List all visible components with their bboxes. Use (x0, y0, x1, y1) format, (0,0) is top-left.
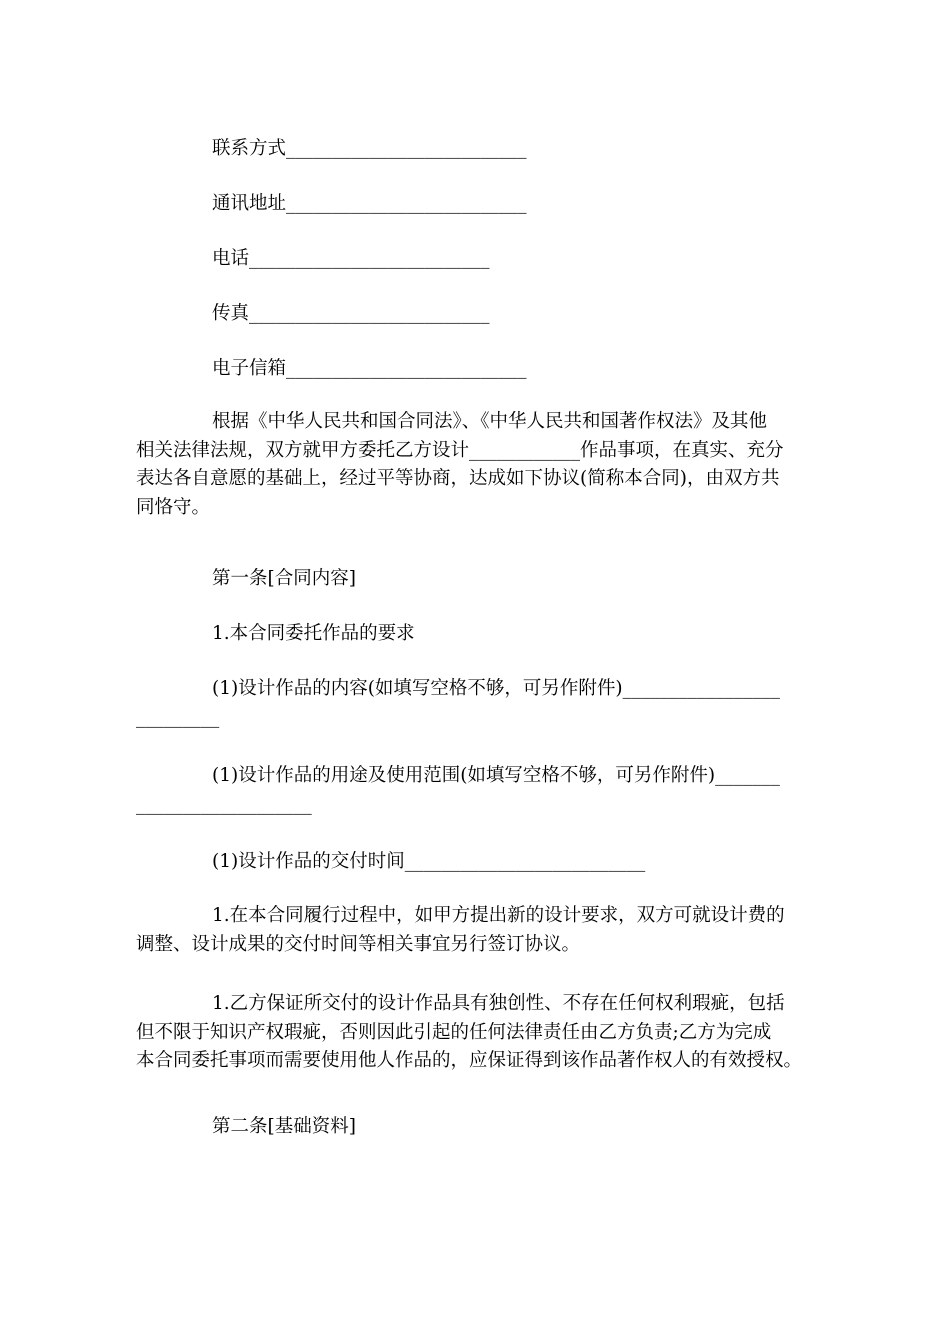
article1-heading: 第一条[合同内容] (212, 568, 356, 589)
field-label: 电话 (212, 248, 250, 269)
field-label: 联系方式 (212, 138, 287, 159)
paragraph-line: 调整、设计成果的交付时间等相关事宜另行签订协议。 (136, 933, 581, 955)
req-usage (136, 762, 816, 819)
field-label: 电子信箱 (212, 358, 287, 379)
field-blank: __________________________ (286, 358, 527, 379)
article1-item1: 1.本合同委托作品的要求 (212, 623, 415, 644)
paragraph-line: 1.乙方保证所交付的设计作品具有独创性、不存在任何权利瑕疵，包括 (212, 993, 785, 1014)
field-contact (212, 136, 527, 162)
paragraph-line: 1.在本合同履行过程中，如甲方提出新的设计要求，双方可就设计费的 (212, 905, 785, 926)
paragraph-line: 本合同委托事项而需要使用他人作品的，应保证得到该作品著作权人的有效授权。 (136, 1050, 803, 1071)
paragraph-line: _________ (136, 706, 220, 728)
paragraph-line: 相关法律法规，双方就甲方委托乙方设计____________作品事项，在真实、充分 (136, 439, 784, 461)
preamble-paragraph (136, 408, 816, 522)
field-blank: __________________________ (249, 303, 490, 324)
article2-heading: 第二条[基础资料] (212, 1116, 356, 1137)
field-email (212, 356, 527, 382)
paragraph-line: (1)设计作品的内容(如填写空格不够，可另作附件)_________________ (212, 678, 780, 699)
req-content (136, 675, 816, 732)
field-fax (212, 301, 490, 327)
paragraph-line: (1)设计作品的用途及使用范围(如填写空格不够，可另作附件)_______ (212, 765, 780, 786)
field-address (212, 191, 527, 217)
paragraph-line: 根据《中华人民共和国合同法》、《中华人民共和国著作权法》及其他 (212, 411, 768, 432)
field-label: 通讯地址 (212, 193, 287, 214)
field-blank: __________________________ (249, 248, 490, 269)
req-delivery: (1)设计作品的交付时间__________________________ (212, 851, 646, 872)
paragraph-line: 但不限于知识产权瑕疵，否则因此引起的任何法律责任由乙方负责;乙方为完成 (136, 1021, 772, 1043)
field-label: 传真 (212, 303, 250, 324)
paragraph-line: 同恪守。 (136, 496, 211, 518)
paragraph-line: ___________________ (136, 793, 312, 815)
clause-warranty (136, 990, 816, 1076)
field-blank: __________________________ (286, 138, 527, 159)
paragraph-line: 表达各自意愿的基础上，经过平等协商，达成如下协议(简称本合同)，由双方共 (136, 468, 780, 489)
field-phone (212, 246, 490, 272)
clause-new-requirements (136, 902, 816, 959)
field-blank: __________________________ (286, 193, 527, 214)
